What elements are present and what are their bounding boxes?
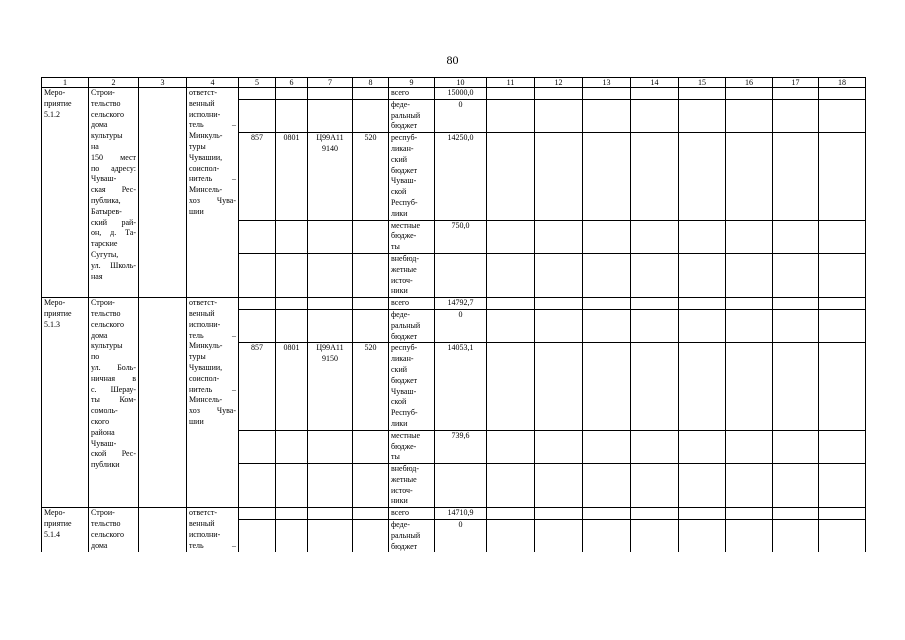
source-cell: респуб- ликан- ский бюджет Чуваш- ской Респуб- лики [389,343,435,430]
column-number: 1 [42,78,89,88]
column-number-row [42,78,866,88]
source-cell: всего [389,508,435,520]
source-cell: феде- ральный бюджет [389,309,435,342]
target-article-code-cell: Ц99А11 9140 [308,133,353,220]
table-row [42,508,866,520]
source-cell: внебюд- жетные источ- ники [389,464,435,508]
budget-table [41,77,866,552]
column-number: 11 [487,78,535,88]
amount-cell [435,464,487,508]
source-cell: внебюд- жетные источ- ники [389,253,435,297]
column-number: 2 [89,78,139,88]
measure-cell: Меро- приятие 5.1.2 [42,88,89,298]
object-cell: Строи- тельство сельского дома культуры по ул. Боль- ничная в с. Шерау- ты Ком- сомоль- ского района Чуваш- ской Рес- публики [89,298,139,508]
column-number: 10 [435,78,487,88]
amount-cell [435,253,487,297]
amount-cell: 14053,1 [435,343,487,430]
amount-cell: 14710,9 [435,508,487,520]
column-number: 17 [773,78,819,88]
amount-cell: 14250,0 [435,133,487,220]
column-number: 8 [353,78,389,88]
amount-cell: 15000,0 [435,88,487,100]
expense-type-code-cell: 520 [353,343,389,430]
grbs-code-cell: 857 [239,343,276,430]
empty-cell [139,88,187,298]
target-article-code-cell: Ц99А11 9150 [308,343,353,430]
empty-cell [139,508,187,553]
measure-cell: Меро- приятие 5.1.3 [42,298,89,508]
executor-cell: ответст- венный исполни- тель – Минкуль- туры Чувашии, соиспол- нитель – Минсель- хоз Чува- шии [187,298,239,508]
column-number: 16 [726,78,773,88]
table-row [42,298,866,310]
source-cell: феде- ральный бюджет [389,99,435,132]
section-code-cell: 0801 [276,343,308,430]
column-number: 18 [819,78,866,88]
amount-cell: 750,0 [435,220,487,253]
source-cell: местные бюдже- ты [389,220,435,253]
executor-cell: ответст- венный исполни- тель – [187,508,239,553]
amount-cell: 0 [435,99,487,132]
page-number: 80 [446,53,459,67]
column-number: 13 [583,78,631,88]
empty-cell [139,298,187,508]
column-number: 9 [389,78,435,88]
column-number: 14 [631,78,679,88]
section-code-cell: 0801 [276,133,308,220]
column-number: 5 [239,78,276,88]
column-number: 12 [535,78,583,88]
object-cell: Строи- тельство сельского дома культуры на 150 мест по адресу: Чуваш- ская Рес- публика, Батырев- ский рай- он, д. Та- тарские Сугуты, ул. Школь- ная [89,88,139,298]
source-cell: всего [389,298,435,310]
column-number: 3 [139,78,187,88]
column-number: 15 [679,78,726,88]
column-number: 4 [187,78,239,88]
table-row [42,88,866,100]
amount-cell: 739,6 [435,430,487,463]
amount-cell: 0 [435,309,487,342]
measure-cell: Меро- приятие 5.1.4 [42,508,89,553]
source-cell: местные бюдже- ты [389,430,435,463]
column-number: 6 [276,78,308,88]
object-cell: Строи- тельство сельского дома [89,508,139,553]
grbs-code-cell: 857 [239,133,276,220]
amount-cell: 0 [435,520,487,553]
amount-cell: 14792,7 [435,298,487,310]
executor-cell: ответст- венный исполни- тель – Минкуль- туры Чувашии, соиспол- нитель – Минсель- хоз Чува- шии [187,88,239,298]
source-cell: всего [389,88,435,100]
column-number: 7 [308,78,353,88]
source-cell: феде- ральный бюджет [389,520,435,553]
expense-type-code-cell: 520 [353,133,389,220]
source-cell: респуб- ликан- ский бюджет Чуваш- ской Респуб- лики [389,133,435,220]
